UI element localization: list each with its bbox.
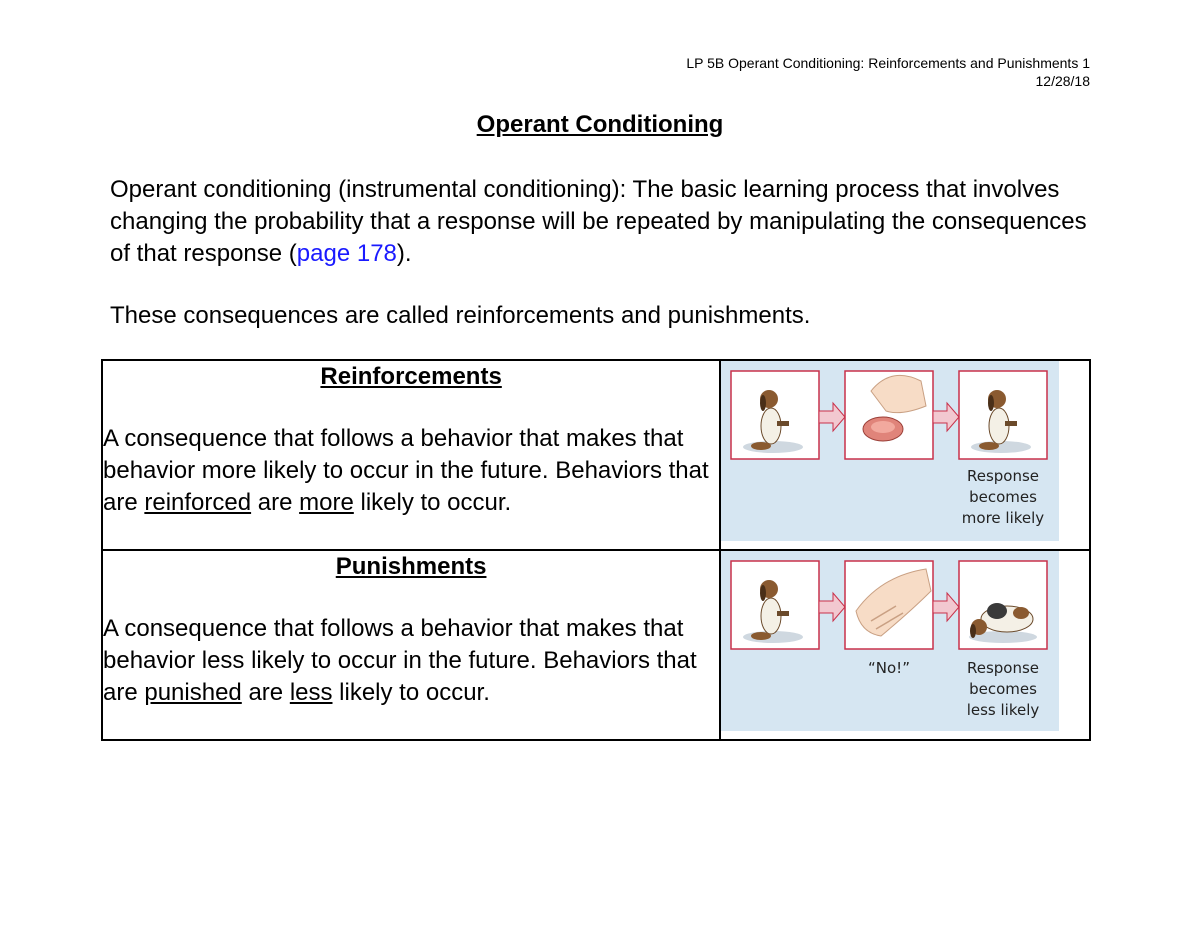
- punished-word: punished: [144, 679, 242, 706]
- reinforcement-image-cell: [720, 360, 1090, 550]
- punishments-heading: Punishments: [335, 553, 487, 580]
- punishment-text-cell: [102, 550, 720, 740]
- reinforcement-definition: A consequence that follows a behavior that makes that behavior more likely to occur in the future. Behaviors that are reinforced are more likely to occur.: [103, 425, 709, 516]
- reinforcement-illustration: [721, 361, 1059, 541]
- svg-text:Response: Response: [967, 467, 1040, 485]
- page-title: Operant Conditioning: [476, 111, 724, 138]
- header-date: 12/28/18: [1035, 73, 1090, 89]
- svg-text:becomes: becomes: [969, 680, 1038, 698]
- punishment-row: [102, 550, 1090, 740]
- less-word: less: [289, 679, 333, 706]
- concept-table: [101, 359, 1091, 741]
- svg-text:more likely: more likely: [962, 509, 1045, 527]
- svg-text:Response: Response: [967, 659, 1040, 677]
- definition-paragraph: [110, 174, 1110, 270]
- more-word: more: [299, 489, 354, 516]
- reinforced-word: reinforced: [144, 489, 252, 516]
- reinforcement-text-cell: [102, 360, 720, 550]
- svg-text:becomes: becomes: [969, 488, 1038, 506]
- reinforcement-row: [102, 360, 1090, 550]
- punishment-illustration: [721, 551, 1059, 731]
- header-title: LP 5B Operant Conditioning: Reinforcements and Punishments 1: [686, 55, 1090, 71]
- punishment-image-cell: [720, 550, 1090, 740]
- svg-text:“No!”: “No!”: [868, 659, 911, 677]
- page-header: [686, 54, 1090, 90]
- definition-end: ).: [396, 240, 412, 267]
- svg-text:less likely: less likely: [966, 701, 1040, 719]
- reinforcements-heading: Reinforcements: [320, 363, 502, 390]
- consequences-paragraph: These consequences are called reinforcements and punishments.: [110, 302, 811, 329]
- definition-text: Operant conditioning (instrumental conditioning): The basic learning process that involves changing the probability that a response will be repeated by manipulating the consequences of that response (: [110, 176, 1087, 267]
- punishment-definition: A consequence that follows a behavior that makes that behavior less likely to occur in the future. Behaviors that are punished are less likely to occur.: [103, 615, 697, 706]
- page-link[interactable]: page 178: [296, 240, 397, 267]
